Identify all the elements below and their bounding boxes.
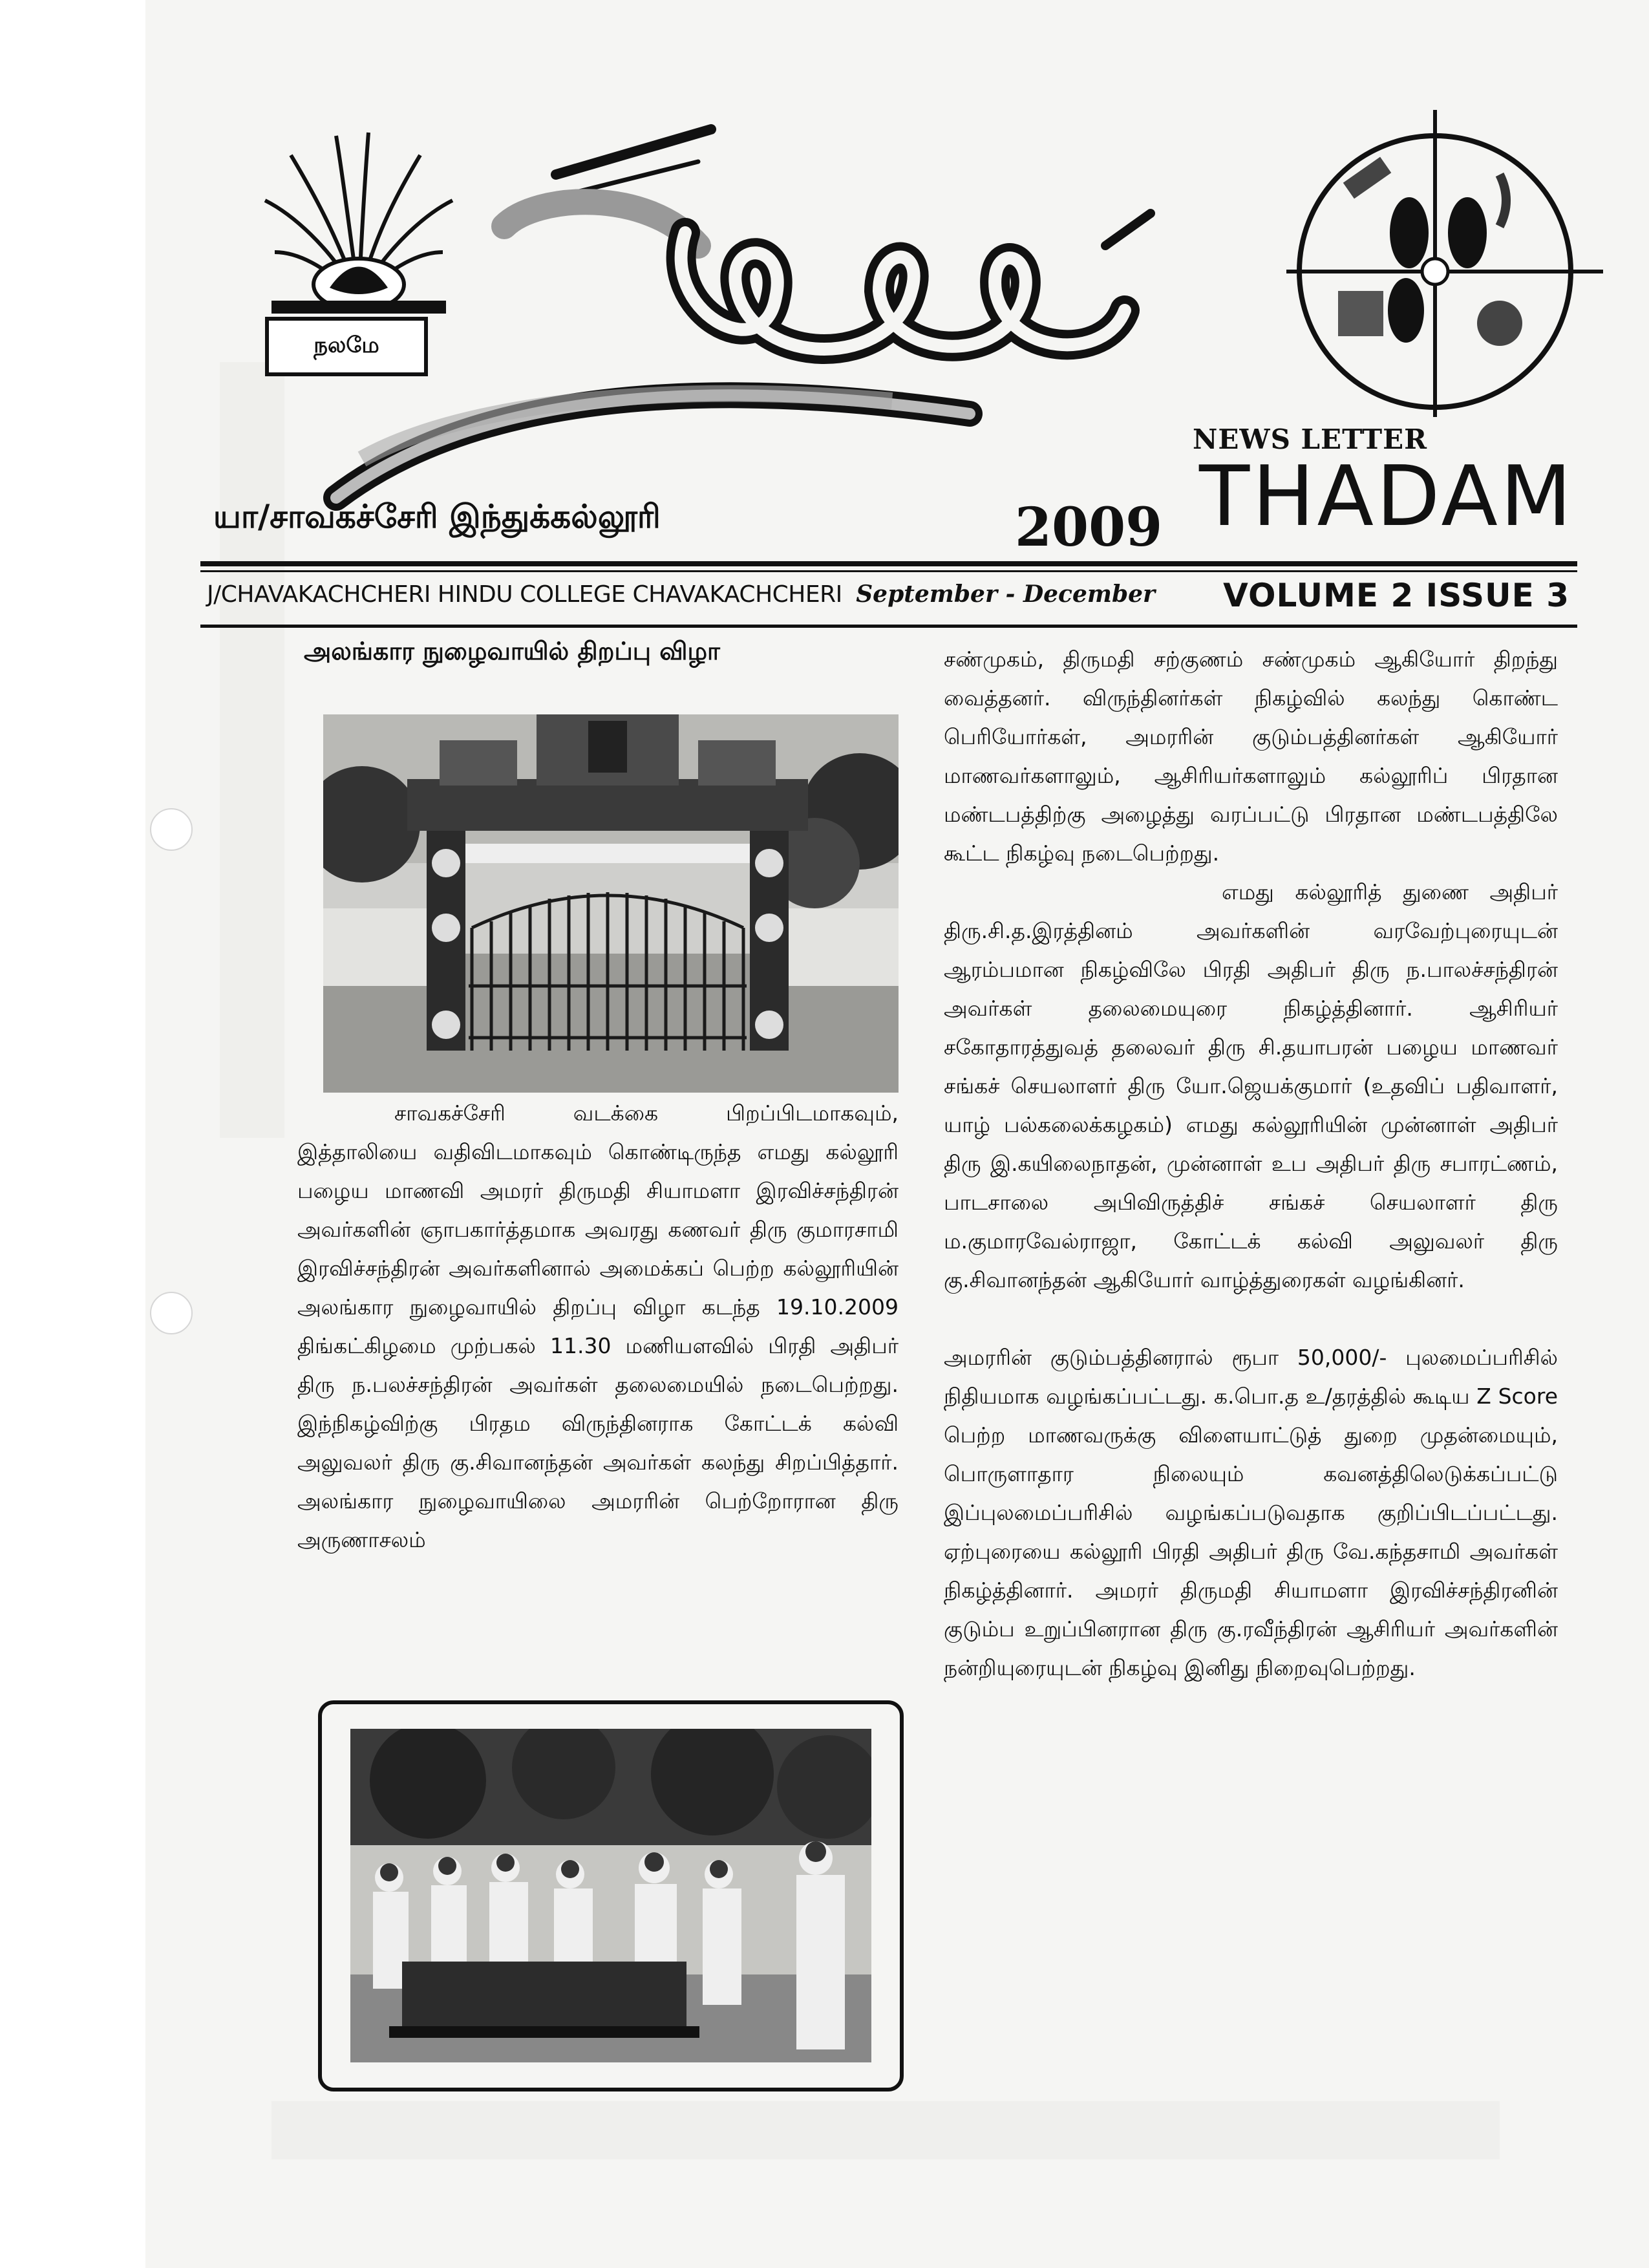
article-right-column [944,640,1558,1687]
issue-info-line [207,577,1577,619]
college-name-english: J/CHAVAKACHCHERI HINDU COLLEGE CHAVAKACHCHERI [207,581,842,608]
article-right-paragraph-1: சண்முகம், திருமதி சற்குணம் சண்முகம் ஆகியோர் திறந்து வைத்தனர். விருந்தினர்கள் நிகழ்வில் கலந்து கொண்ட பெரியோர்கள், அமரரின் குடும்பத்தினர்கள் ஆகியோர் மாணவர்களாலும், ஆசிரியர்களாலும் கல்லூரிப் பிரதான மண்டபத்திற்கு அழைத்து வரப்பட்டு பிரதான மண்டபத்திலே கூட்ட நிகழ்வு நடைபெற்றது. [944,647,1558,866]
article-right-paragraph-3: அமரரின் குடும்பத்தினரால் ரூபா 50,000/- புலமைப்பரிசில் நிதியமாக வழங்கப்பட்டது. க.பொ.த உ/தரத்தில் கூடிய Z Score பெற்ற மாணவருக்கு விளையாட்டுத் துறை முதன்மையும், பொருளாதார நிலையும் கவனத்திலெடுக்கப்பட்டு இப்புலமைப்பரிசில் வழங்கப்படுவதாக குறிப்பிடப்பட்டது. ஏற்புரையை கல்லூரி பிரதி அதிபர் திரு வே.கந்தசாமி அவர்கள் நிகழ்த்தினார். அமரர் திருமதி சியாமளா இரவிச்சந்திரனின் குடும்ப உறுப்பினரான திரு கு.ரவீந்திரன் ஆசிரியர் அவர்களின் நன்றியுரையுடன் நிகழ்வு இனிது நிறைவுபெற்றது. [944,1345,1558,1680]
masthead-rule-thin [200,570,1577,572]
masthead-rule-top [200,561,1577,566]
newsletter-label: NEWS LETTER [1193,423,1427,455]
issue-months: September - December [856,581,1156,608]
show-through-left [220,362,284,1138]
ceremony-photo [350,1729,871,2062]
page-margin [0,0,145,2268]
masthead-rule-bottom [200,625,1577,628]
article-right-paragraph-2: எமது கல்லூரித் துணை அதிபர் திரு.சி.த.இரத்தினம் அவர்களின் வரவேற்புரையுடன் ஆரம்பமான நிகழ்விலே பிரதி அதிபர் திரு ந.பாலச்சந்திரன் அவர்கள் தலைமையுரை நிகழ்த்தினார். ஆசிரியர் சகோதாரத்துவத் தலைவர் திரு சி.தயாபரன் பழைய மாணவர் சங்கச் செயலாளர் திரு யோ.ஜெயக்குமார் (உதவிப் பதிவாளர், யாழ் பல்கலைக்கழகம்) எமது கல்லூரியின் முன்னாள் அதிபர் திரு இ.கயிலைநாதன், முன்னாள் உப அதிபர் திரு சபாரட்ணம், பாடசாலை அபிவிருத்திச் சங்கச் செயலாளர் திரு ம.குமாரவேல்ராஜா, கோட்டக் கல்வி அலுவலர் திரு கு.சிவானந்தன் ஆகியோர் வாழ்த்துரைகள் வழங்கினர். [944,879,1558,1292]
issue-year: 2009 [1015,497,1163,559]
motto-label: நலமே [265,317,428,376]
crosshair-emblem [1286,97,1603,420]
title-english: THADAM [1199,449,1575,545]
article-left-column: சாவகச்சேரி வடக்கை பிறப்பிடமாகவும், இத்தாலியை வதிவிடமாகவும் கொண்டிருந்த எமது கல்லூரி பழைய மாணவி அமரர் திருமதி சியாமளா இரவிச்சந்திரன் அவர்களின் ஞாபகார்த்தமாக அவரது கணவர் திரு குமாரசாமி இரவிச்சந்திரன் அவர்களினால் அமைக்கப் பெற்ற கல்லூரியின் அலங்கார நுழைவாயில் திறப்பு விழா கடந்த 19.10.2009 திங்கட்கிழமை முற்பகல் 11.30 மணியளவில் பிரதி அதிபர் திரு ந.பலச்சந்திரன் அவர்கள் தலைமையில் நடைபெற்றது. இந்நிகழ்விற்கு பிரதம விருந்தினராக கோட்டக் கல்வி அலுவலர் திரு கு.சிவானந்தன் அவர்கள் கலந்து சிறப்பித்தார். அலங்கார நுழைவாயிலை அமரரின் பெற்றோரான திரு அருணாசலம் [297,1100,899,1552]
punch-hole-bottom [150,1292,193,1334]
volume-issue: VOLUME 2 ISSUE 3 [1223,577,1569,614]
punch-hole-top [150,808,193,851]
show-through-bottom [271,2101,1500,2159]
footprint-icon [1390,197,1429,268]
article-headline: அலங்கார நுழைவாயில் திறப்பு விழா [304,637,720,665]
thadam-title-artwork [310,97,1280,517]
gateway-photo [323,714,899,1093]
paragraph-gap [944,1300,1558,1338]
college-name-tamil: யா/சாவகச்சேரி இந்துக்கல்லூரி [213,498,661,535]
ceremony-photo-frame [318,1700,904,2091]
